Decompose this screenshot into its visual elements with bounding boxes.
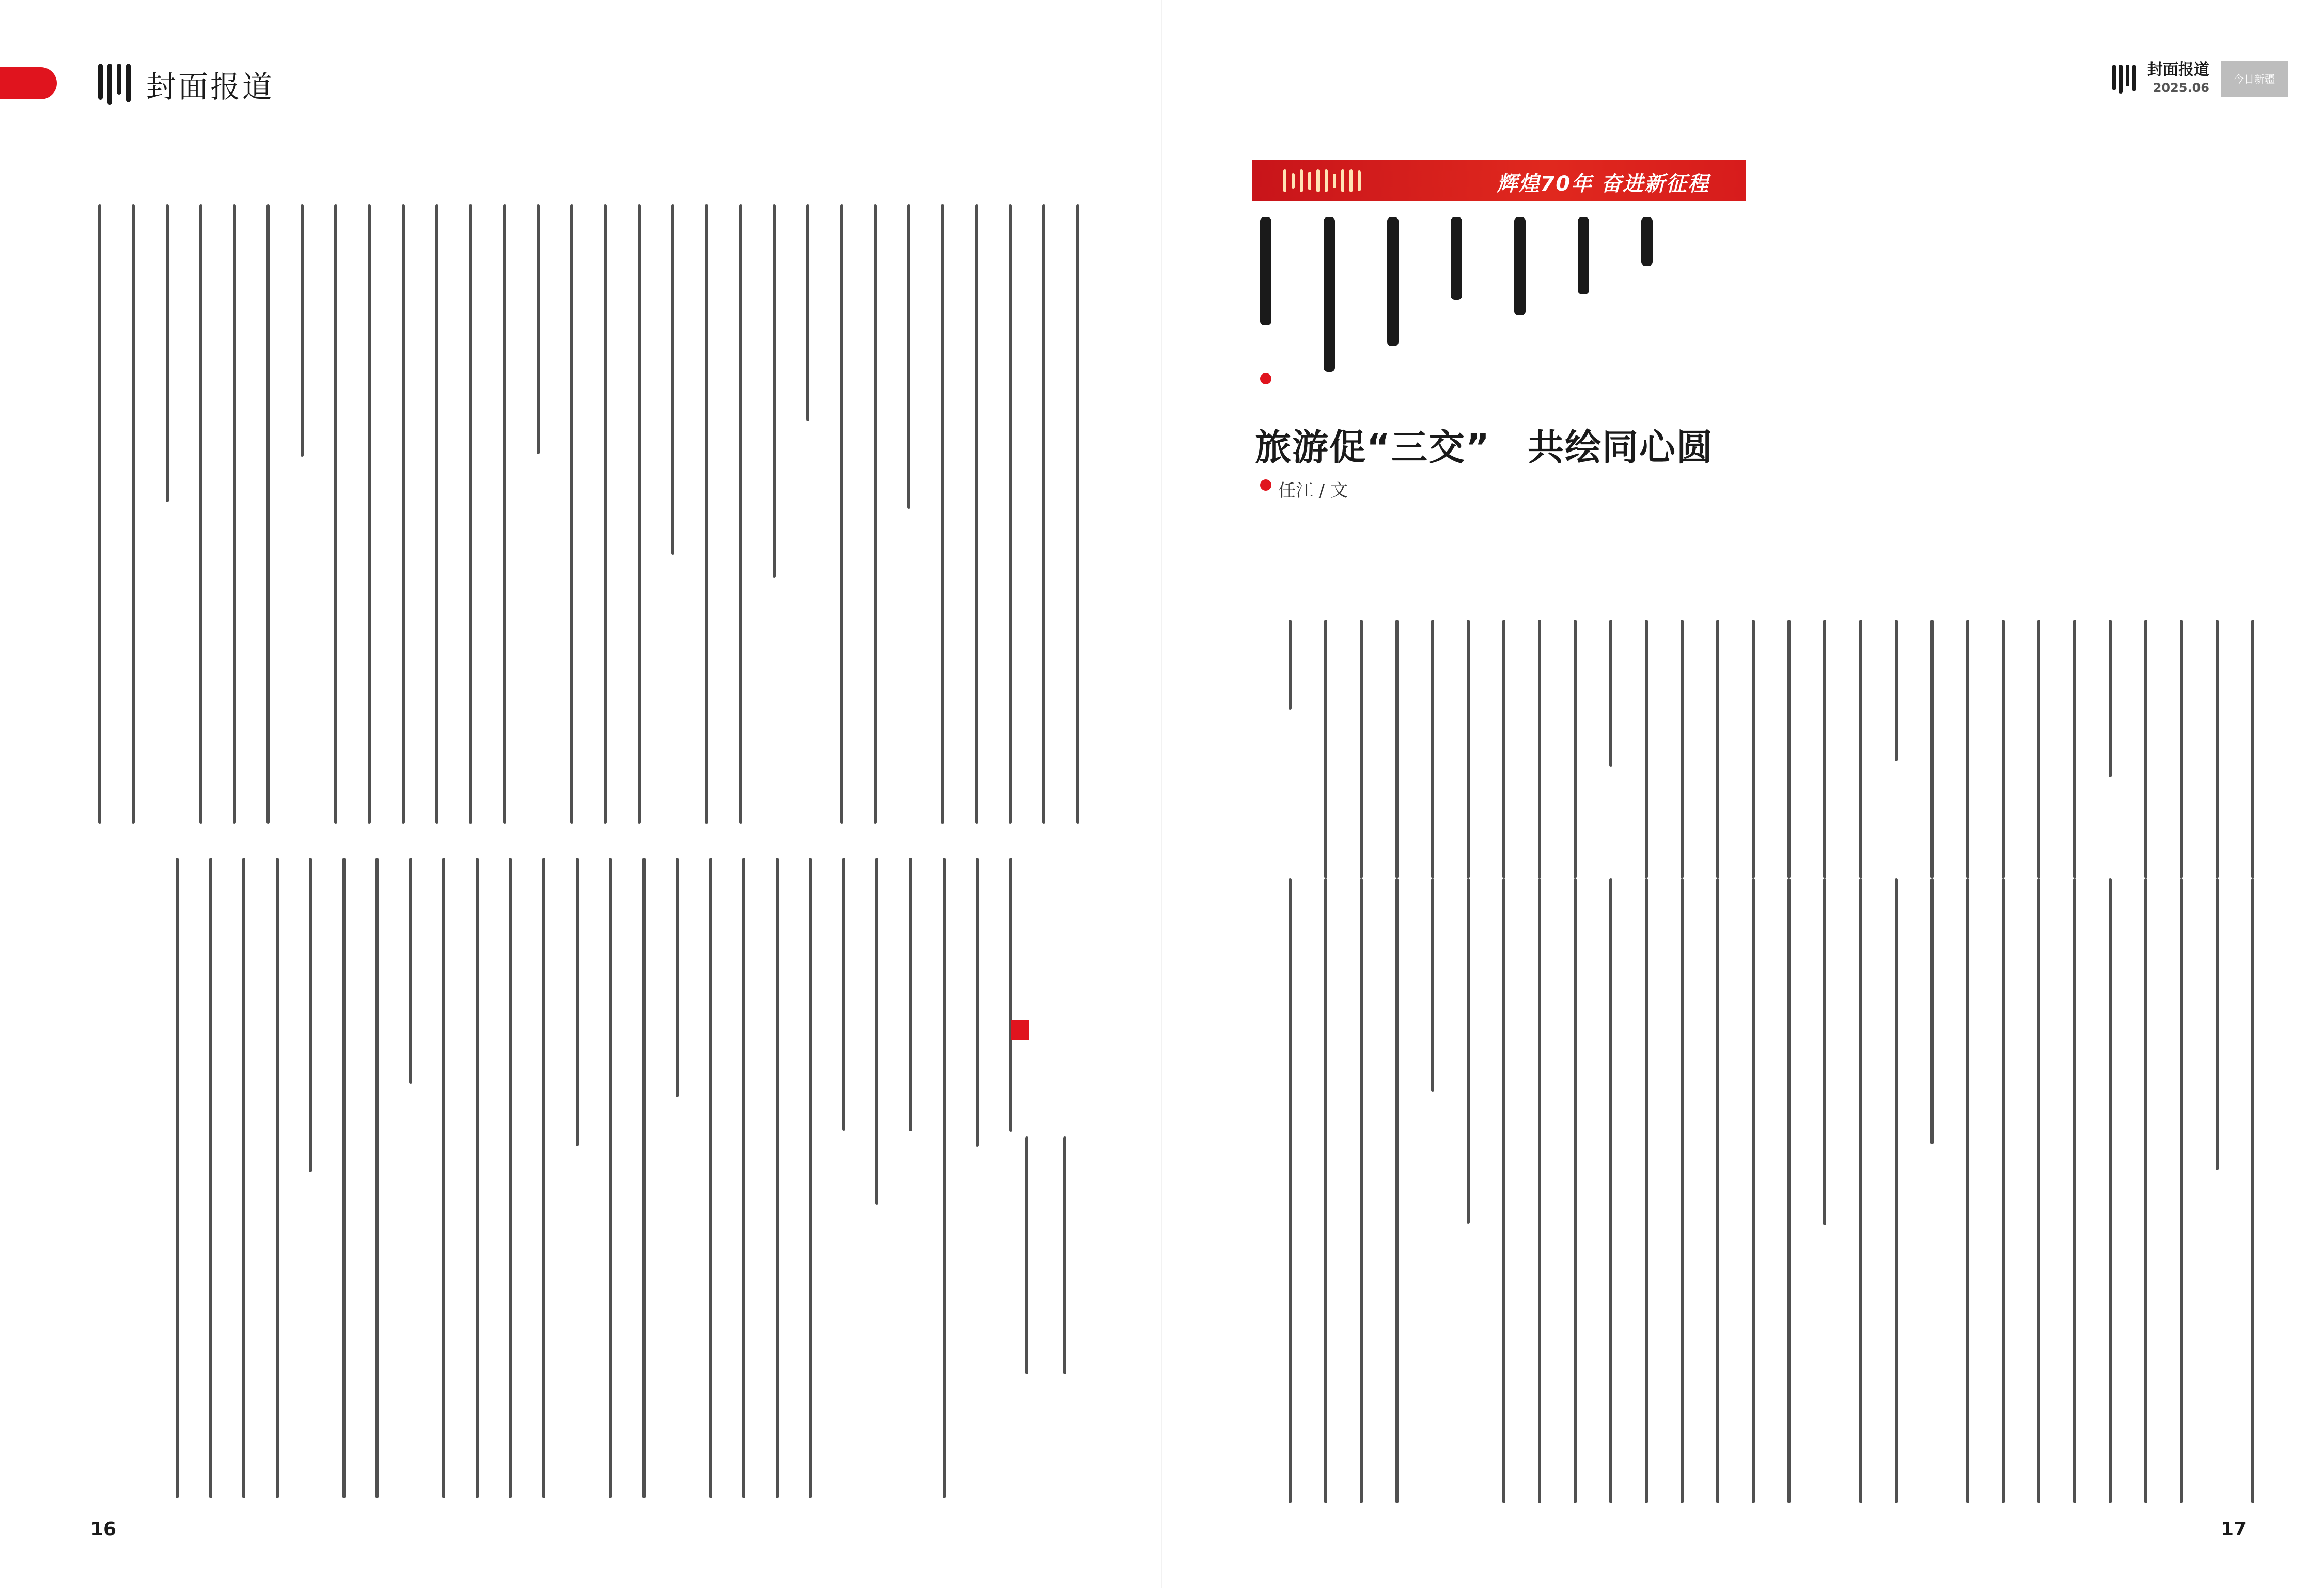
- mongolian-text-line: [1395, 878, 1399, 1503]
- banner-text: 辉煌70年 奋进新征程: [1497, 172, 1709, 196]
- mongolian-body-columns-lower: [1289, 878, 2254, 1503]
- mongolian-text-line: [2180, 878, 2183, 1503]
- mongolian-text-line: [2251, 878, 2254, 1503]
- mongolian-body-columns-upper: [1289, 620, 2254, 878]
- mongolian-text-line: [1076, 204, 1079, 824]
- mongolian-text-line: [2180, 620, 2183, 878]
- mongolian-text-line: [1395, 620, 1399, 878]
- mongolian-text-line: [1859, 878, 1862, 1503]
- mongolian-text-line: [671, 204, 674, 555]
- mongolian-text-line: [1009, 858, 1012, 1132]
- mongolian-text-line: [2144, 620, 2147, 878]
- mongolian-text-line: [176, 858, 179, 1498]
- mongolian-text-line: [638, 204, 641, 824]
- mongolian-text-line: [542, 858, 545, 1498]
- mongolian-text-line: [1752, 878, 1755, 1503]
- left-section-title: 封面报道: [146, 69, 275, 104]
- mongolian-text-line: [301, 204, 304, 457]
- headline-bullet-icon: [1260, 373, 1271, 384]
- page-number-left: 16: [90, 1519, 117, 1540]
- mongolian-text-line: [2073, 620, 2076, 878]
- mongolian-text-line: [874, 204, 877, 824]
- mongolian-text-line: [1716, 878, 1719, 1503]
- mongolian-text-line: [276, 858, 279, 1498]
- mongolian-text-line: [2037, 620, 2040, 878]
- footnote-marker-icon: [1011, 1020, 1029, 1040]
- mongolian-text-line: [409, 858, 412, 1084]
- mongolian-text-line: [705, 204, 708, 824]
- mongolian-text-line: [166, 204, 169, 502]
- mongolian-text-line: [98, 204, 101, 824]
- photo-caption-columns: [1025, 1136, 1066, 1374]
- mongolian-text-line: [368, 204, 371, 824]
- mongolian-text-line: [469, 204, 472, 824]
- mongolian-text-line: [1324, 878, 1327, 1503]
- mongolian-text-line: [642, 858, 646, 1498]
- mongolian-text-line: [609, 858, 612, 1498]
- issue-date: 2025.06: [2153, 81, 2209, 95]
- mongolian-text-line: [742, 858, 745, 1498]
- mongolian-text-line: [2002, 878, 2005, 1503]
- mongolian-text-line: [1360, 620, 1363, 878]
- mongolian-text-line: [1063, 1136, 1066, 1374]
- mongolian-text-line: [1859, 620, 1862, 878]
- mongolian-text-line: [1538, 620, 1541, 878]
- mongolian-text-line: [1787, 620, 1791, 878]
- mongolian-text-line: [1289, 878, 1292, 1503]
- mongolian-text-line: [709, 858, 712, 1498]
- mongolian-text-line: [509, 858, 512, 1498]
- mongolian-text-line: [233, 204, 236, 824]
- mongolian-text-line: [842, 858, 845, 1131]
- mongolian-text-line: [1502, 878, 1505, 1503]
- mongolian-text-line: [1930, 878, 1934, 1144]
- mongolian-text-line: [806, 204, 809, 421]
- mongolian-text-line: [266, 204, 270, 824]
- mongolian-text-line: [1645, 620, 1648, 878]
- anniversary-banner: [1252, 160, 1746, 201]
- page-number-right: 17: [2221, 1519, 2247, 1540]
- mongolian-text-line: [1930, 620, 1934, 878]
- mongolian-text-line: [242, 858, 245, 1498]
- right-section-title-text: 封面报道: [2147, 61, 2209, 79]
- section-tab-marker: [0, 67, 57, 99]
- article-headline: 旅游促“三交” 共绘同心圆: [1255, 426, 1714, 469]
- mongolian-section-mark: [98, 64, 131, 105]
- mongolian-text-line: [1324, 620, 1327, 878]
- mongolian-text-line: [1574, 620, 1577, 878]
- mongolian-text-line: [975, 204, 978, 824]
- mongolian-text-line: [907, 204, 910, 509]
- mongolian-text-line: [1787, 878, 1791, 1503]
- article-byline: 任江 / 文: [1278, 480, 1348, 501]
- mongolian-text-line: [1716, 620, 1719, 878]
- mongolian-text-line: [1289, 620, 1292, 710]
- mongolian-text-line: [132, 204, 135, 824]
- mongolian-text-line: [1752, 620, 1755, 878]
- mongolian-text-line: [1502, 620, 1505, 878]
- mongolian-text-line: [676, 858, 679, 1097]
- mongolian-text-line: [875, 858, 878, 1205]
- mongolian-text-line: [1895, 878, 1898, 1503]
- mongolian-text-line: [334, 204, 337, 824]
- mongolian-text-line: [604, 204, 607, 824]
- mongolian-text-line: [941, 204, 944, 824]
- mongolian-section-mark-small: [2112, 65, 2136, 94]
- mongolian-text-line: [1431, 878, 1434, 1092]
- magazine-logo: 今日新疆: [2221, 61, 2288, 97]
- mongolian-text-line: [309, 858, 312, 1172]
- mongolian-text-line: [537, 204, 540, 454]
- mongolian-headline-columns: [1260, 217, 1653, 382]
- mongolian-text-line: [1574, 878, 1577, 1503]
- mongolian-text-line: [2037, 878, 2040, 1503]
- mongolian-text-line: [739, 204, 742, 824]
- mongolian-text-line: [1009, 204, 1012, 824]
- left-running-header: [98, 61, 274, 107]
- mongolian-text-line: [1823, 878, 1826, 1225]
- mongolian-text-line: [2109, 620, 2112, 777]
- mongolian-text-line: [776, 858, 779, 1498]
- mongolian-text-line: [773, 204, 776, 578]
- mongolian-text-line: [435, 204, 438, 824]
- mongolian-text-line: [576, 858, 579, 1146]
- mongolian-text-line: [1025, 1136, 1028, 1374]
- mongolian-text-line: [2109, 878, 2112, 1503]
- mongolian-text-line: [2251, 620, 2254, 878]
- mongolian-text-line: [1681, 878, 1684, 1503]
- mongolian-text-line: [442, 858, 445, 1498]
- mongolian-text-line: [342, 858, 346, 1498]
- mongolian-text-line: [1895, 620, 1898, 761]
- mongolian-text-line: [375, 858, 379, 1498]
- mongolian-text-line: [1431, 620, 1434, 878]
- mongolian-text-columns-top: [98, 204, 1079, 824]
- mongolian-text-line: [1609, 878, 1612, 1503]
- mongolian-text-line: [1966, 620, 1969, 878]
- mongolian-text-line: [1467, 878, 1470, 1224]
- mongolian-text-line: [2216, 878, 2219, 1170]
- mongolian-text-line: [943, 858, 946, 1498]
- mongolian-text-line: [503, 204, 506, 824]
- mongolian-text-line: [209, 858, 212, 1498]
- mongolian-text-line: [2144, 878, 2147, 1503]
- mongolian-text-line: [1681, 620, 1684, 878]
- mongolian-text-line: [402, 204, 405, 824]
- mongolian-text-line: [2002, 620, 2005, 878]
- mongolian-text-line: [1645, 878, 1648, 1503]
- mongolian-text-line: [2216, 620, 2219, 878]
- mongolian-text-line: [840, 204, 843, 824]
- mongolian-text-line: [2073, 878, 2076, 1503]
- mongolian-text-line: [1823, 620, 1826, 878]
- mongolian-text-line: [1042, 204, 1045, 824]
- mongolian-text-line: [1538, 878, 1541, 1503]
- banner-mongolian-marks: [1283, 165, 1361, 196]
- mongolian-text-line: [1467, 620, 1470, 878]
- mongolian-text-line: [809, 858, 812, 1498]
- mongolian-text-line: [1609, 620, 1612, 767]
- byline-bullet-icon: [1260, 479, 1271, 491]
- mongolian-text-line: [476, 858, 479, 1498]
- mongolian-text-columns-bottom: [176, 858, 1012, 1498]
- mongolian-text-line: [909, 858, 912, 1131]
- right-section-title: [2147, 61, 2209, 97]
- mongolian-text-line: [199, 204, 202, 824]
- mongolian-text-line: [1360, 878, 1363, 1503]
- mongolian-text-line: [1966, 878, 1969, 1503]
- mongolian-text-line: [976, 858, 979, 1147]
- mongolian-text-line: [570, 204, 573, 824]
- right-running-header: [2112, 61, 2288, 97]
